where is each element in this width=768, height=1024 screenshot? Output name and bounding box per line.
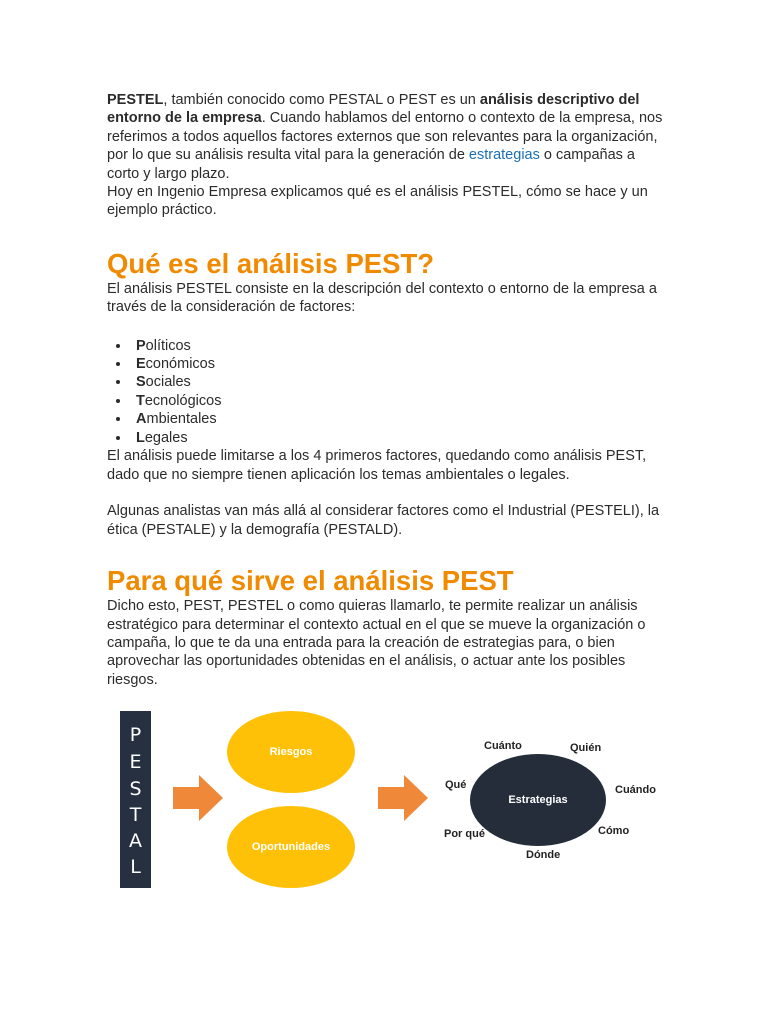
factor-initial: E bbox=[136, 356, 146, 373]
estrategias-oval: Estrategias bbox=[470, 754, 606, 846]
factor-initial: P bbox=[136, 337, 146, 354]
arrow-right-icon bbox=[173, 775, 223, 821]
factor-rest: ecnológicos bbox=[144, 392, 222, 409]
pestal-letter: A bbox=[129, 830, 142, 852]
factor-rest: ociales bbox=[145, 374, 191, 391]
list-item bbox=[131, 429, 667, 447]
section1-paragraph-3: Algunas analistas van más allá al considerar factores como el Industrial (PESTELI), la ética (PESTALE) y la demografía (PESTALD). bbox=[107, 503, 660, 538]
list-item bbox=[131, 337, 667, 355]
pestal-letter: T bbox=[129, 804, 142, 826]
question-cuanto: Cuánto bbox=[484, 740, 522, 752]
question-quien: Quién bbox=[570, 742, 602, 754]
factors-list bbox=[107, 337, 667, 447]
list-item bbox=[131, 392, 667, 410]
question-donde: Dónde bbox=[526, 849, 561, 861]
section1-paragraph-1: El análisis PESTEL consiste en la descripción del contexto o entorno de la empresa a través de la consideración de factores: bbox=[107, 280, 657, 316]
section2-paragraph-1: Dicho esto, PEST, PESTEL o como quieras llamarlo, te permite realizar un análisis estratégico para determinar el contexto actual en el que se mueve la organización o campaña, lo que te da una entrada para la creación de estrategias para, o bien aprovechar las oportunidades obtenidas en el análisis, o actuar ante los posibles riesgos. bbox=[107, 598, 646, 688]
intro-text-3: o campañas a corto y largo plazo. bbox=[107, 147, 635, 182]
factor-initial: L bbox=[136, 429, 145, 446]
list-item bbox=[131, 410, 667, 428]
intro-paragraph-2: Hoy en Ingenio Empresa explicamos qué es el análisis PESTEL, cómo se hace y un ejemplo práctico. bbox=[107, 184, 648, 219]
question-porque: Por qué bbox=[444, 828, 485, 840]
factor-rest: olíticos bbox=[145, 337, 191, 354]
pestal-letter: P bbox=[129, 724, 142, 746]
factor-initial: T bbox=[136, 392, 145, 409]
factor-rest: conómicos bbox=[145, 356, 215, 373]
list-item bbox=[131, 355, 667, 373]
factor-initial: A bbox=[136, 411, 147, 428]
factor-rest: mbientales bbox=[146, 411, 217, 428]
arrow-right-icon bbox=[378, 775, 428, 821]
intro-paragraph bbox=[107, 91, 667, 183]
oportunidades-oval: Oportunidades bbox=[227, 806, 355, 888]
section1-paragraph-2: El análisis puede limitarse a los 4 primeros factores, quedando como análisis PEST, dado que no siempre tienen aplicación los temas ambientales o legales. bbox=[107, 448, 647, 483]
pestal-letter: L bbox=[130, 856, 141, 878]
question-como: Cómo bbox=[598, 825, 630, 837]
article-body bbox=[107, 91, 667, 689]
section-heading-para-que: Para qué sirve el análisis PEST bbox=[107, 565, 514, 597]
factor-rest: egales bbox=[144, 429, 188, 446]
list-item bbox=[131, 373, 667, 391]
factor-initial: S bbox=[136, 374, 146, 391]
pestal-letter: E bbox=[129, 751, 142, 773]
bold-phrase: análisis descriptivo del entorno de la empresa bbox=[107, 92, 640, 127]
riesgos-oval: Riesgos bbox=[227, 711, 355, 793]
intro-text-2: . Cuando hablamos del entorno o contexto de la empresa, nos referimos a todos aquellos factores externos que son relevantes para la organización, por lo que su análisis resulta vital para la generación de bbox=[107, 110, 663, 164]
section-heading-que-es: Qué es el análisis PEST? bbox=[107, 247, 435, 279]
question-cuando: Cuándo bbox=[615, 784, 656, 796]
estrategias-link[interactable]: estrategias bbox=[468, 147, 540, 164]
question-que: Qué bbox=[445, 779, 467, 791]
intro-text-1: , también conocido como PESTAL o PEST es un bbox=[163, 92, 480, 108]
pestel-term: PESTEL bbox=[107, 92, 164, 108]
pestal-letter: S bbox=[129, 778, 142, 800]
